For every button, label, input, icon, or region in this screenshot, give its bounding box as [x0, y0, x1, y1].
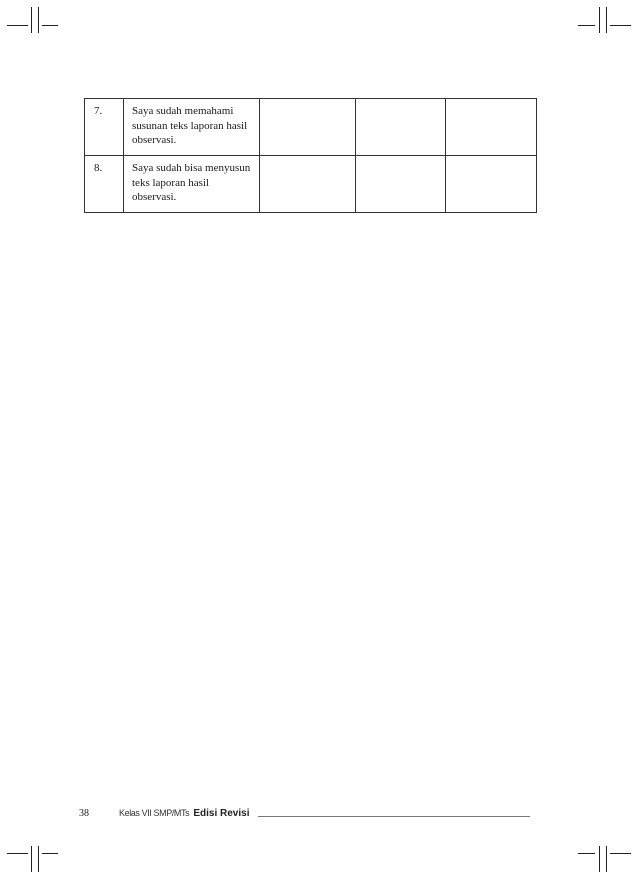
answer-cell	[356, 99, 446, 156]
crop-mark	[610, 25, 631, 26]
crop-mark	[31, 846, 32, 872]
crop-mark	[606, 846, 607, 872]
row-number: 7.	[85, 99, 124, 156]
crop-mark	[610, 853, 631, 854]
row-number: 8.	[85, 156, 124, 213]
crop-mark	[7, 853, 28, 854]
crop-mark	[606, 7, 607, 33]
crop-mark	[38, 7, 39, 33]
page-footer	[0, 808, 638, 824]
self-assessment-table	[84, 98, 537, 213]
footer-rule	[258, 816, 530, 817]
book-title-text: Kelas VII SMP/MTs	[119, 808, 190, 818]
edition-label: Edisi Revisi	[193, 808, 250, 819]
crop-mark	[578, 853, 595, 854]
crop-mark	[42, 25, 58, 26]
answer-cell	[260, 156, 356, 213]
table-row	[85, 156, 537, 213]
crop-mark	[42, 853, 58, 854]
answer-cell	[356, 156, 446, 213]
book-title	[119, 808, 249, 819]
crop-mark	[38, 846, 39, 872]
page-number: 38	[79, 808, 89, 819]
crop-mark	[7, 25, 28, 26]
answer-cell	[446, 156, 537, 213]
answer-cell	[260, 99, 356, 156]
row-statement: Saya sudah bisa menyusun teks laporan hasil observasi.	[124, 156, 260, 213]
crop-mark	[599, 7, 600, 33]
row-statement: Saya sudah memahami susunan teks laporan hasil observasi.	[124, 99, 260, 156]
crop-mark	[578, 25, 595, 26]
crop-mark	[599, 846, 600, 872]
table-row	[85, 99, 537, 156]
crop-mark	[31, 7, 32, 33]
answer-cell	[446, 99, 537, 156]
